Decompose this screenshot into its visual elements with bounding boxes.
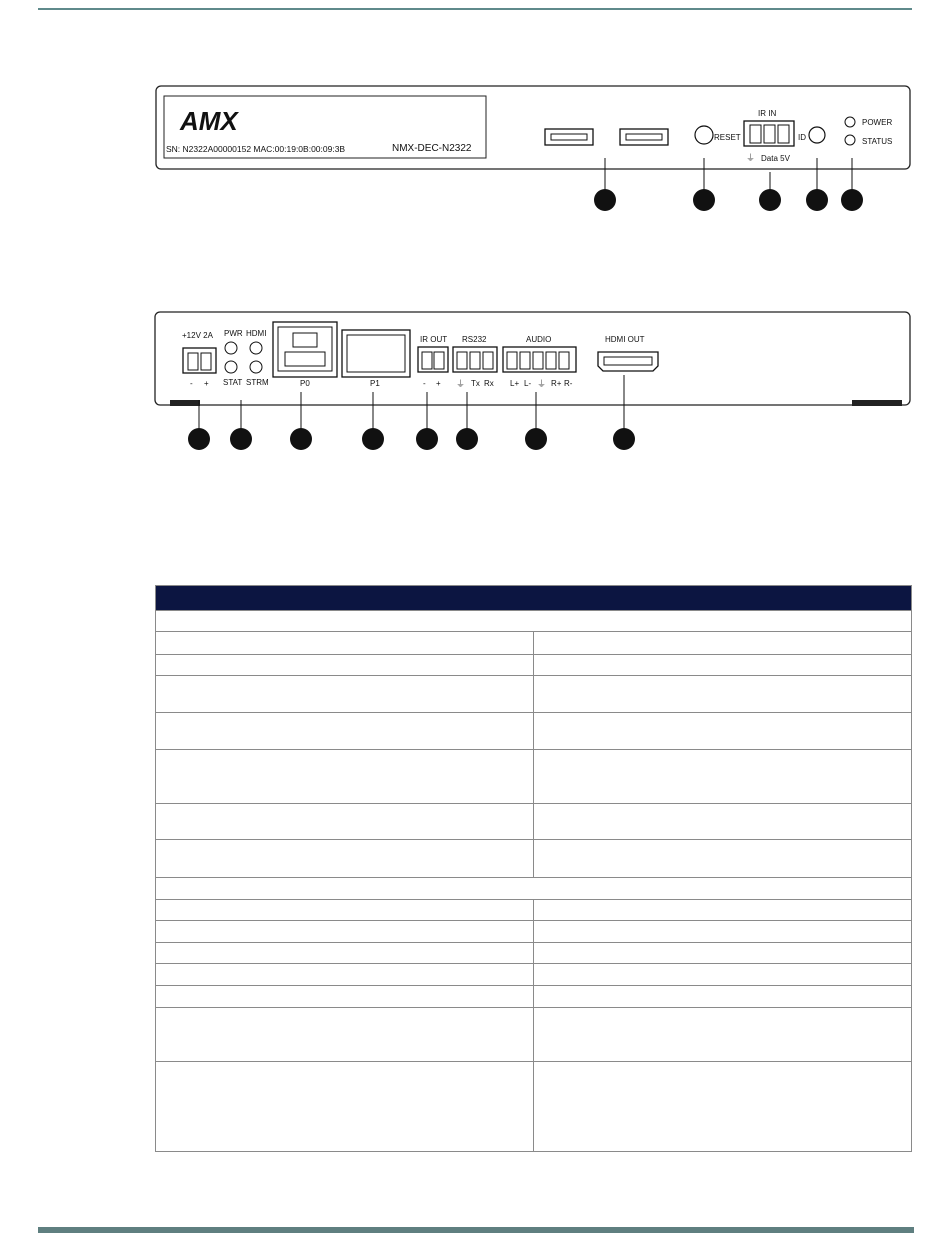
- audio-r-plus: R+: [551, 379, 562, 388]
- ir-in-connector: [744, 121, 794, 146]
- table-cell: [156, 1062, 534, 1152]
- reset-button: [695, 126, 713, 144]
- rs232-connector: [453, 347, 497, 372]
- table-cell: [156, 632, 534, 654]
- rs232-label: RS232: [462, 335, 487, 344]
- table-cell: [534, 675, 912, 712]
- pwr-led-label: PWR: [224, 329, 243, 338]
- ground-symbol: ⏚: [537, 379, 547, 389]
- p1-label: P1: [370, 379, 380, 388]
- hdmi-led: [250, 342, 262, 354]
- callout-marker: [806, 189, 828, 211]
- p0-label: P0: [300, 379, 310, 388]
- callout-marker: [230, 428, 252, 450]
- table-cell: [534, 750, 912, 803]
- serial-label: SN: N2322A00000152 MAC:00:19:0B:00:09:3B: [166, 144, 346, 154]
- id-label: ID: [798, 133, 806, 142]
- strm-led: [250, 361, 262, 373]
- ir-out-pin-plus: +: [436, 379, 441, 388]
- table-cell: [534, 840, 912, 877]
- table-cell: [156, 675, 534, 712]
- callout-marker: [613, 428, 635, 450]
- table-cell: [534, 899, 912, 920]
- table-cell: [534, 964, 912, 986]
- front-panel-diagram: [0, 0, 950, 240]
- p0-ethernet-port: [273, 322, 337, 377]
- model-label: NMX-DEC-N2322: [392, 143, 472, 154]
- table-cell: [156, 899, 534, 920]
- table-cell: [156, 840, 534, 877]
- ir-out-connector: [418, 347, 448, 372]
- hdmi-out-label: HDMI OUT: [605, 335, 645, 344]
- callout-marker: [693, 189, 715, 211]
- table-cell: [534, 713, 912, 750]
- callout-marker: [456, 428, 478, 450]
- amx-logo: AMX: [180, 106, 238, 136]
- table-cell: [156, 803, 534, 839]
- p1-sfp-port: [342, 330, 410, 377]
- power-pin-plus: +: [204, 379, 209, 388]
- power-led: [845, 117, 855, 127]
- table-cell: [156, 986, 534, 1007]
- ground-symbol: ⏚: [456, 379, 466, 389]
- table-cell: [534, 803, 912, 839]
- table-cell: [156, 713, 534, 750]
- id-button: [809, 127, 825, 143]
- power-connector: [183, 348, 216, 373]
- table-cell: [534, 654, 912, 675]
- callout-marker: [362, 428, 384, 450]
- status-led: [845, 135, 855, 145]
- stat-led: [225, 361, 237, 373]
- ir-out-label: IR OUT: [420, 335, 448, 344]
- ground-symbol: ⏚: [746, 153, 756, 163]
- audio-label: AUDIO: [526, 335, 552, 344]
- table-cell: [156, 943, 534, 964]
- usb-port-1: [545, 129, 593, 145]
- callout-marker: [416, 428, 438, 450]
- callout-marker: [290, 428, 312, 450]
- pwr-led: [225, 342, 237, 354]
- strm-led-label: STRM: [246, 378, 269, 387]
- rs232-rx-label: Rx: [484, 379, 494, 388]
- callout-marker: [188, 428, 210, 450]
- footer-bar: [38, 1227, 914, 1233]
- callout-marker: [841, 189, 863, 211]
- audio-connector: [503, 347, 576, 372]
- table-section-row: [156, 877, 912, 899]
- table-cell: [534, 943, 912, 964]
- table-cell: [156, 964, 534, 986]
- ir-in-label: IR IN: [758, 109, 777, 118]
- table-cell: [534, 632, 912, 654]
- rear-panel-diagram: [0, 300, 950, 460]
- callout-marker: [594, 189, 616, 211]
- table-cell: [156, 654, 534, 675]
- hdmi-out-port: [598, 352, 658, 371]
- power-pin-minus: -: [190, 379, 193, 388]
- callout-marker: [759, 189, 781, 211]
- table-cell: [156, 920, 534, 942]
- rs232-tx-label: Tx: [471, 379, 480, 388]
- callout-marker: [525, 428, 547, 450]
- audio-l-plus: L+: [510, 379, 520, 388]
- audio-l-minus: L-: [524, 379, 532, 388]
- usb-port-2: [620, 129, 668, 145]
- power-led-label: POWER: [862, 118, 893, 127]
- table-cell: [534, 920, 912, 942]
- table-cell: [156, 750, 534, 803]
- ir-pins-label: Data 5V: [761, 154, 790, 163]
- status-led-label: STATUS: [862, 137, 893, 146]
- ir-out-pin-minus: -: [423, 379, 426, 388]
- spec-table: [155, 585, 912, 1152]
- audio-r-minus: R-: [564, 379, 573, 388]
- power-input-label: +12V 2A: [182, 331, 213, 340]
- stat-led-label: STAT: [223, 378, 243, 387]
- table-cell: [156, 1007, 534, 1061]
- table-cell: [534, 1062, 912, 1152]
- table-header-band: [156, 586, 912, 611]
- reset-label: RESET: [714, 133, 741, 142]
- table-cell: [534, 1007, 912, 1061]
- table-cell: [534, 986, 912, 1007]
- hdmi-led-label: HDMI: [246, 329, 267, 338]
- table-section-row: [156, 611, 912, 632]
